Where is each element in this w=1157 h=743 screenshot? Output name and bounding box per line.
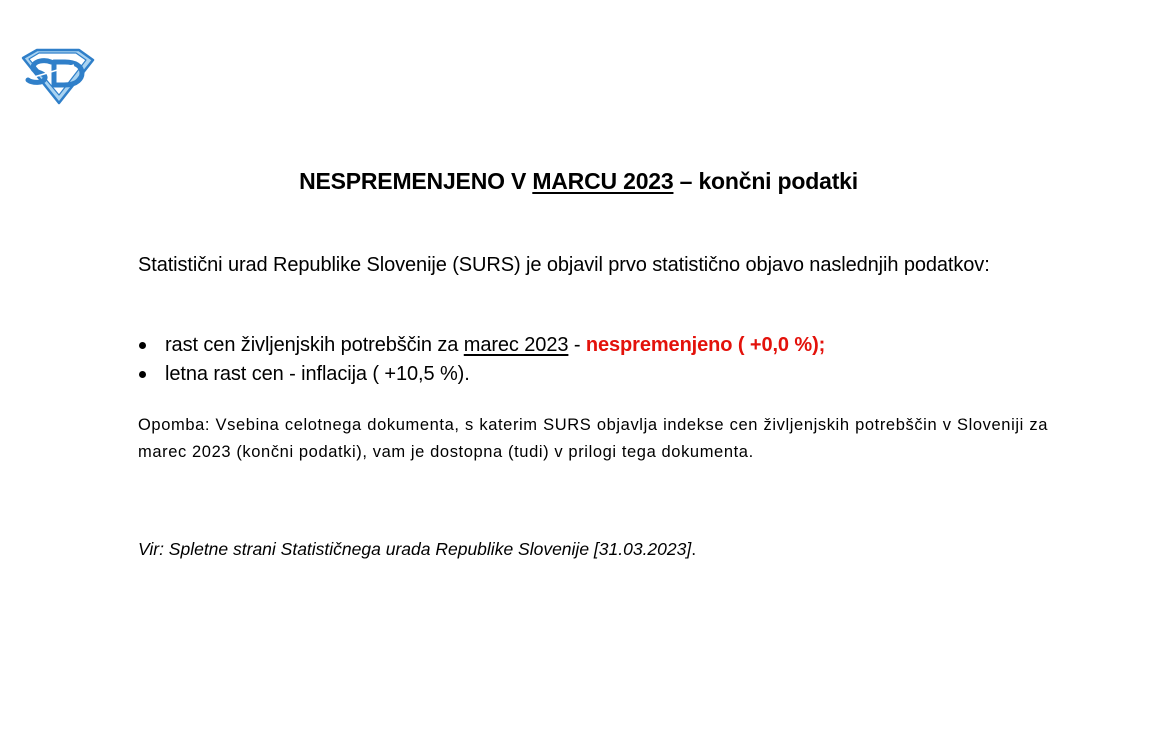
list-item xyxy=(138,360,1048,389)
list-item xyxy=(138,331,1048,360)
source-line xyxy=(138,536,1048,562)
note-paragraph: Opomba: Vsebina celotnega dokumenta, s katerim SURS objavlja indekse cen življenjskih potrebščin v Sloveniji za marec 2023 (končni podatki), vam je dostopna (tudi) v prilogi tega dokumenta. xyxy=(138,416,1048,461)
sd-logo-icon xyxy=(20,47,96,105)
intro-paragraph: Statistični urad Republike Slovenije (SURS) je objavil prvo statistično objavo naslednjih podatkov: xyxy=(138,254,990,276)
title-suffix: – končni podatki xyxy=(673,168,858,194)
title-month: MARCU 2023 xyxy=(532,168,674,194)
bullet-text: letna rast cen - inflacija ( +10,5 %). xyxy=(165,363,470,385)
highlight-value: nespremenjeno ( +0,0 %); xyxy=(585,334,826,356)
bullet-icon xyxy=(139,342,146,349)
bullet-month: marec 2023 xyxy=(463,334,569,356)
source-period: . xyxy=(691,539,697,559)
bullet-text: rast cen življenjskih potrebščin za xyxy=(165,334,464,356)
bullet-list xyxy=(138,331,1048,389)
bullet-icon xyxy=(139,371,146,378)
page-title xyxy=(0,166,1157,196)
source-text: Vir: Spletne strani Statističnega urada Republike Slovenije [31.03.2023] xyxy=(138,539,692,559)
title-prefix: NESPREMENJENO V xyxy=(299,168,533,194)
bullet-separator: - xyxy=(568,334,586,356)
